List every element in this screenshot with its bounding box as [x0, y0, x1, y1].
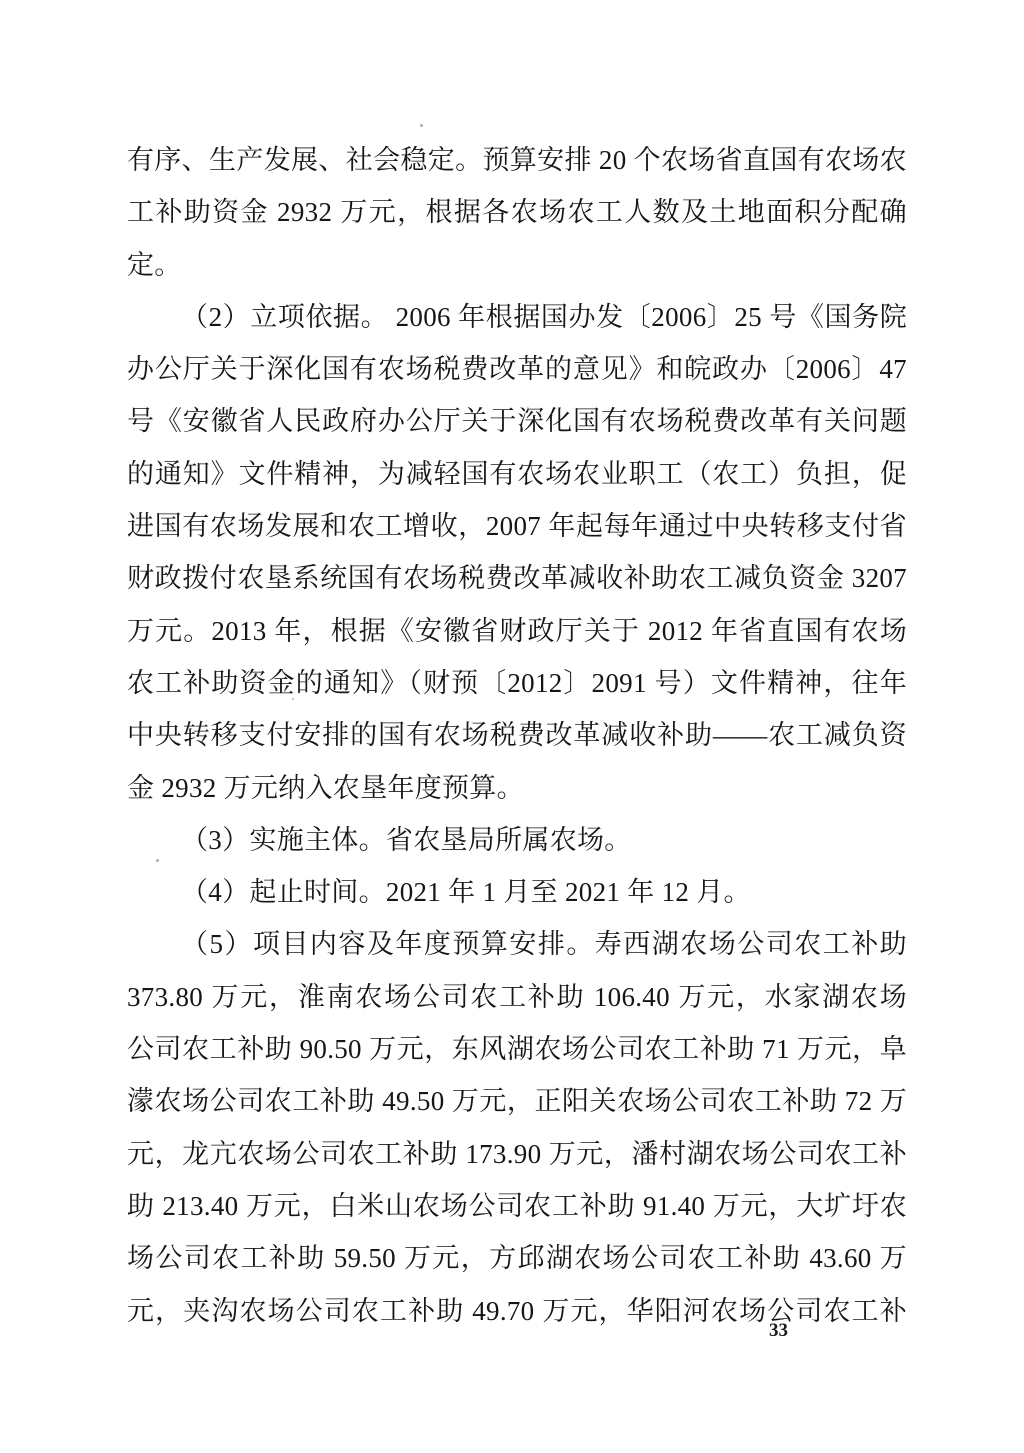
text-line: 373.80 万元，淮南农场公司农工补助 106.40 万元，水家湖农场 — [127, 981, 907, 1012]
scan-speck — [292, 698, 294, 700]
text-line: 的通知》文件精神，为减轻国有农场农业职工（农工）负担，促 — [127, 458, 907, 489]
text-line: 濛农场公司农工补助 49.50 万元，正阳关农场公司农工补助 72 万 — [127, 1086, 907, 1117]
text-line: （4）起止时间。2021 年 1 月至 2021 年 12 月。 — [181, 877, 751, 908]
text-line: （3）实施主体。省农垦局所属农场。 — [181, 824, 632, 855]
text-line: 工补助资金 2932 万元，根据各农场农工人数及土地面积分配确 — [127, 197, 907, 228]
text-line: 场公司农工补助 59.50 万元，方邱湖农场公司农工补助 43.60 万 — [127, 1243, 907, 1274]
text-line: 助 213.40 万元，白米山农场公司农工补助 91.40 万元，大圹圩农 — [127, 1190, 907, 1221]
text-line: 公司农工补助 90.50 万元，东风湖农场公司农工补助 71 万元，阜 — [127, 1034, 907, 1065]
text-line: 定。 — [127, 249, 182, 280]
scan-speck — [156, 859, 159, 862]
text-line: 元，龙亢农场公司农工补助 173.90 万元，潘村湖农场公司农工补 — [127, 1138, 907, 1169]
text-line: 号《安徽省人民政府办公厅关于深化国有农场税费改革有关问题 — [127, 406, 907, 437]
text-line: （2）立项依据。 2006 年根据国办发〔2006〕25 号《国务院 — [181, 301, 907, 332]
text-line: 进国有农场发展和农工增收，2007 年起每年通过中央转移支付省 — [127, 511, 907, 542]
text-line: 金 2932 万元纳入农垦年度预算。 — [127, 772, 524, 803]
text-line: 元，夹沟农场公司农工补助 49.70 万元，华阳河农场公司农工补 — [127, 1295, 907, 1326]
text-line: 万元。2013 年，根据《安徽省财政厅关于 2012 年省直国有农场 — [127, 615, 907, 646]
scan-speck — [420, 124, 423, 127]
text-line: 办公厅关于深化国有农场税费改革的意见》和皖政办〔2006〕47 — [127, 354, 907, 385]
page-number: 33 — [769, 1320, 788, 1341]
text-line: 有序、生产发展、社会稳定。预算安排 20 个农场省直国有农场农 — [127, 145, 907, 175]
text-line: 农工补助资金的通知》（财预〔2012〕2091 号）文件精神，往年 — [127, 667, 907, 698]
text-line: 财政拨付农垦系统国有农场税费改革减收补助农工减负资金 3207 — [127, 563, 907, 594]
text-line: 中央转移支付安排的国有农场税费改革减收补助——农工减负资 — [127, 720, 907, 751]
text-line: （5）项目内容及年度预算安排。寿西湖农场公司农工补助 — [181, 929, 907, 960]
document-text-block — [127, 134, 907, 1337]
